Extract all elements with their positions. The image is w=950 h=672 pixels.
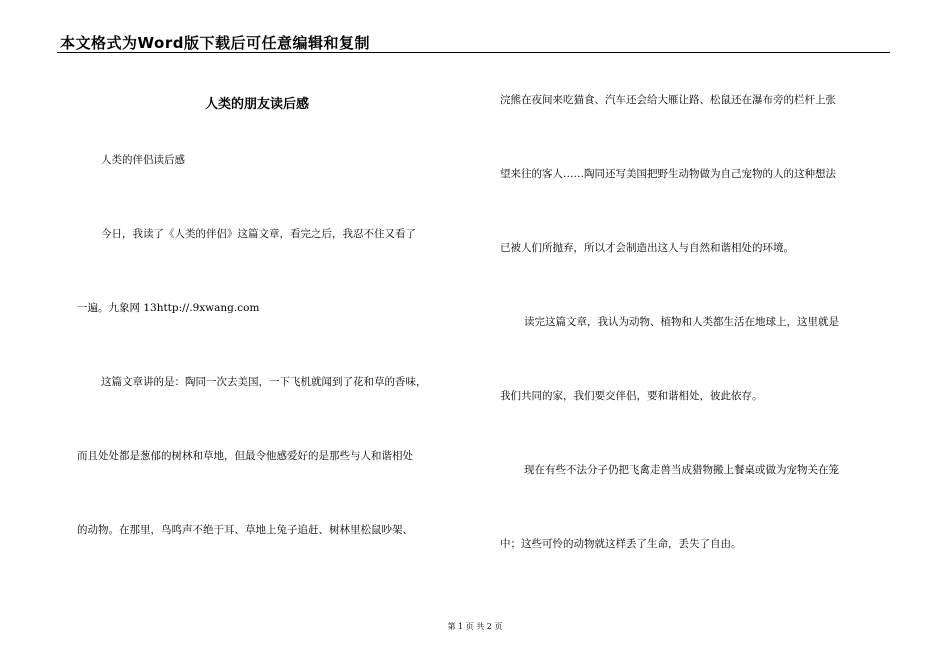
paragraph-line: 现在有些不法分子仍把飞禽走兽当成猎物搬上餐桌或做为宠物关在笼 xyxy=(524,464,839,476)
paragraph-line: 人类的伴侣读后感 xyxy=(101,154,185,166)
paragraph-line: 今日，我读了《人类的伴侣》这篇文章，看完之后，我忍不住又看了 xyxy=(101,228,416,240)
paragraph-line: 浣熊在夜间来吃猫食、汽车还会给大雁让路、松鼠还在瀑布旁的栏杆上张 xyxy=(500,94,836,106)
document-title: 人类的朋友读后感 xyxy=(205,97,310,112)
paragraph-line: 我们共同的家，我们要交伴侣，要和谐相处，彼此依存。 xyxy=(500,390,763,402)
paragraph-line: 而且处处都是葱郁的树林和草地，但最令他感爱好的是那些与人和谐相处 xyxy=(77,450,413,462)
paragraph-line: 这篇文章讲的是：陶同一次去美国，一下飞机就闻到了花和草的香味， xyxy=(101,376,427,388)
paragraph-line: 望来往的客人……陶同还写美国把野生动物做为自己宠物的人的这种想法 xyxy=(500,168,836,180)
document-header: 本文格式为Word版下载后可任意编辑和复制 xyxy=(60,34,370,52)
paragraph-line: 中；这些可怜的动物就这样丢了生命，丢失了自由。 xyxy=(500,538,742,550)
page-indicator: 第 1 页 共 2 页 xyxy=(447,622,503,631)
header-divider xyxy=(57,52,890,53)
paragraph-line: 已被人们所抛弃，所以才会制造出这人与自然和谐相处的环境。 xyxy=(500,242,794,254)
paragraph-line: 一遍。九象网 13http://.9xwang.com xyxy=(77,302,260,314)
paragraph-line: 的动物。在那里，鸟鸣声不绝于耳、草地上兔子追赶、树林里松鼠吵架、 xyxy=(77,524,413,536)
paragraph-line: 读完这篇文章，我认为动物、植物和人类都生活在地球上，这里就是 xyxy=(524,316,839,328)
